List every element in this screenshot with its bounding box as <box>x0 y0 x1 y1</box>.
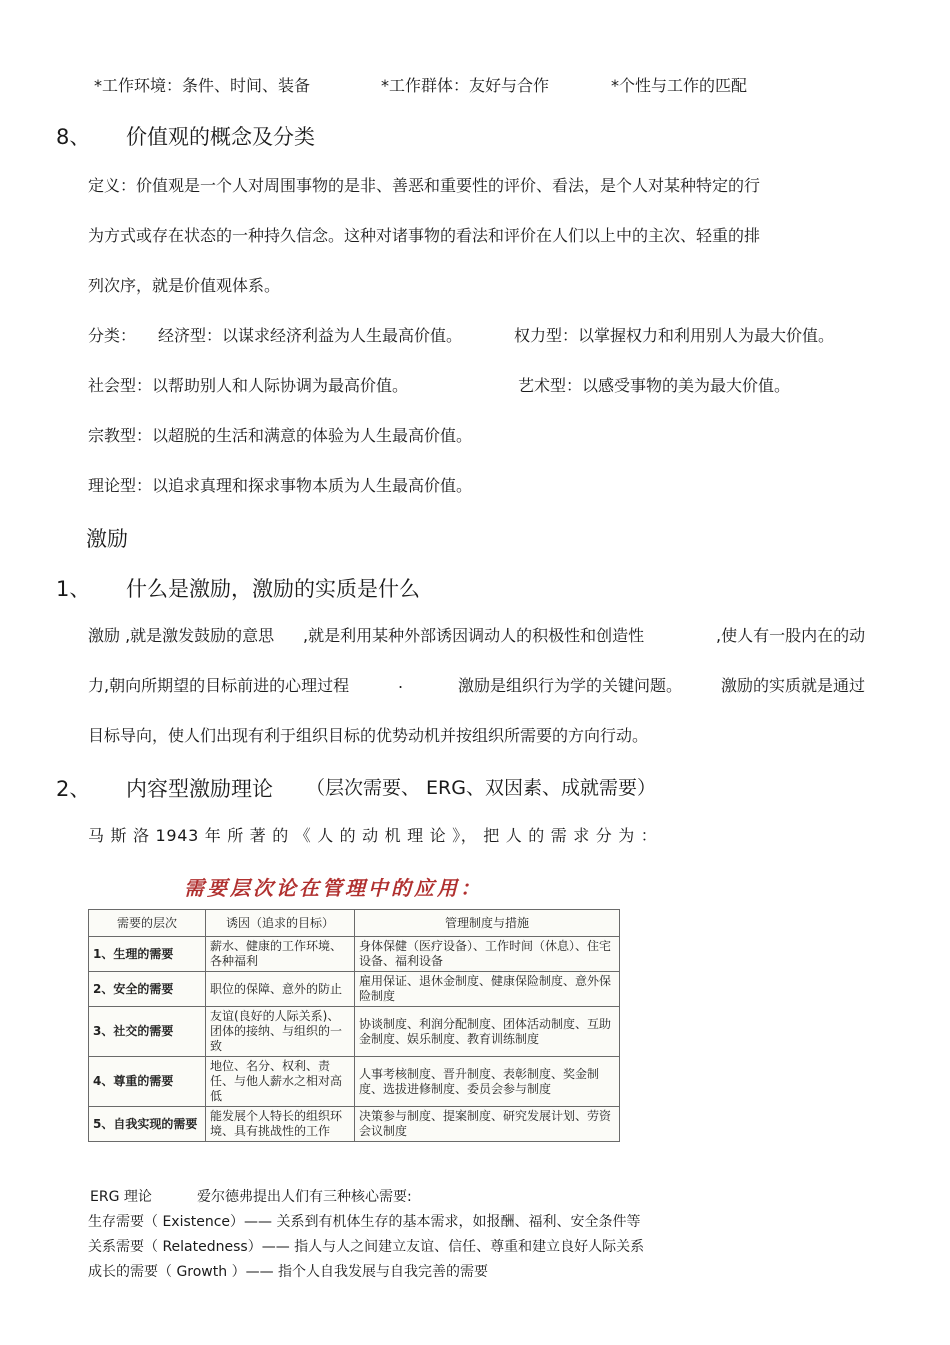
erg-intro: 爱尔德弗提出人们有三种核心需要: <box>197 1189 412 1205</box>
need-measures: 决策参与制度、提案制度、研究发展计划、劳资会议制度 <box>355 1107 620 1142</box>
needs-hierarchy-figure <box>88 872 623 1162</box>
table-row <box>89 972 620 1007</box>
need-level: 3、社交的需要 <box>89 1007 206 1057</box>
economic-type: 经济型：以谋求经济利益为人生最高价值。 <box>158 326 463 345</box>
social-type: 社会型：以帮助别人和人际协调为最高价值。 <box>88 376 409 395</box>
needs-table <box>88 909 620 1142</box>
need-level: 2、安全的需要 <box>89 972 206 1007</box>
section-2-number: 2、 <box>56 777 91 801</box>
definition-line-3: 列次序，就是价值观体系。 <box>88 276 281 295</box>
need-incentive: 薪水、健康的工作环境、各种福利 <box>206 937 355 972</box>
motivation-para-2b: . <box>398 673 404 692</box>
personality-match-item: *个性与工作的匹配 <box>611 76 748 95</box>
need-measures: 身体保健（医疗设备）、工作时间（休息）、住宅设备、福利设备 <box>355 937 620 972</box>
motivation-para-3: 目标导向，使人们出现有利于组织目标的优势动机并按组织所需要的方向行动。 <box>88 726 649 745</box>
need-measures: 协谈制度、利润分配制度、团体活动制度、互助金制度、娱乐制度、教育训练制度 <box>355 1007 620 1057</box>
motivation-para-1c: ,使人有一股内在的动 <box>716 626 866 645</box>
power-type: 权力型：以掌握权力和利用别人为最大价值。 <box>514 326 835 345</box>
theory-type: 理论型：以追求真理和探求事物本质为人生最高价值。 <box>88 476 473 495</box>
table-row <box>89 1057 620 1107</box>
erg-label: ERG 理论 <box>90 1189 152 1205</box>
motivation-para-2a: 力,朝向所期望的目标前进的心理过程 <box>88 676 350 695</box>
section-8-number: 8、 <box>56 125 91 149</box>
need-level: 4、尊重的需要 <box>89 1057 206 1107</box>
need-level: 1、生理的需要 <box>89 937 206 972</box>
table-row <box>89 1007 620 1057</box>
need-incentive: 地位、名分、权利、责任、与他人薪水之相对高低 <box>206 1057 355 1107</box>
definition-line-1: 定义：价值观是一个人对周围事物的是非、善恶和重要性的评价、看法，是个人对某种特定的行 <box>88 176 761 195</box>
need-incentive: 友谊(良好的人际关系)、团体的接纳、与组织的一致 <box>206 1007 355 1057</box>
erg-existence: 生存需要（ Existence）—— 关系到有机体生存的基本需求，如报酬、福利、安全条件等 <box>88 1214 641 1230</box>
erg-relatedness: 关系需要（ Relatedness）—— 指人与人之间建立友谊、信任、尊重和建立良好人际关系 <box>88 1239 645 1255</box>
motivation-para-1b: ,就是利用某种外部诱因调动人的积极性和创造性 <box>303 626 645 645</box>
header-measures: 管理制度与措施 <box>355 910 620 937</box>
erg-growth: 成长的需要（ Growth ）—— 指个人自我发展与自我完善的需要 <box>88 1264 489 1280</box>
motivation-heading: 激励 <box>86 527 128 551</box>
need-measures: 雇用保证、退休金制度、健康保险制度、意外保险制度 <box>355 972 620 1007</box>
maslow-line: 马 斯 洛 1943 年 所 著 的 《 人 的 动 机 理 论 》， 把 人 的 需 求 分 为 ： <box>88 826 658 845</box>
table-row <box>89 937 620 972</box>
motivation-para-2c: 激励是组织行为学的关键问题。 <box>458 676 683 695</box>
need-incentive: 能发展个人特长的组织环境、具有挑战性的工作 <box>206 1107 355 1142</box>
needs-table-title: 需要层次论在管理中的应用： <box>184 876 483 900</box>
section-2-subtitle: （层次需要、 ERG、双因素、成就需要） <box>306 777 656 799</box>
section-8-title: 价值观的概念及分类 <box>126 125 315 149</box>
work-group-item: *工作群体：友好与合作 <box>381 76 550 95</box>
needs-table-header-row <box>89 910 620 937</box>
section-2-title: 内容型激励理论 <box>126 777 273 801</box>
art-type: 艺术型：以感受事物的美为最大价值。 <box>518 376 791 395</box>
religious-type: 宗教型：以超脱的生活和满意的体验为人生最高价值。 <box>88 426 473 445</box>
motivation-para-1a: 激励 ,就是激发鼓励的意思 <box>88 626 275 645</box>
need-measures: 人事考核制度、晋升制度、表彰制度、奖金制度、选拔进修制度、委员会参与制度 <box>355 1057 620 1107</box>
section-1-number: 1、 <box>56 577 91 601</box>
need-level: 5、自我实现的需要 <box>89 1107 206 1142</box>
header-incentive: 诱因（追求的目标） <box>206 910 355 937</box>
section-1-title: 什么是激励，激励的实质是什么 <box>126 577 420 601</box>
definition-line-2: 为方式或存在状态的一种持久信念。这种对诸事物的看法和评价在人们以上中的主次、轻重的排 <box>88 226 761 245</box>
classification-label: 分类： <box>88 326 137 345</box>
table-row <box>89 1107 620 1142</box>
motivation-para-2d: 激励的实质就是通过 <box>721 676 866 695</box>
need-incentive: 职位的保障、意外的防止 <box>206 972 355 1007</box>
header-level: 需要的层次 <box>89 910 206 937</box>
work-environment-item: *工作环境：条件、时间、装备 <box>94 76 311 95</box>
